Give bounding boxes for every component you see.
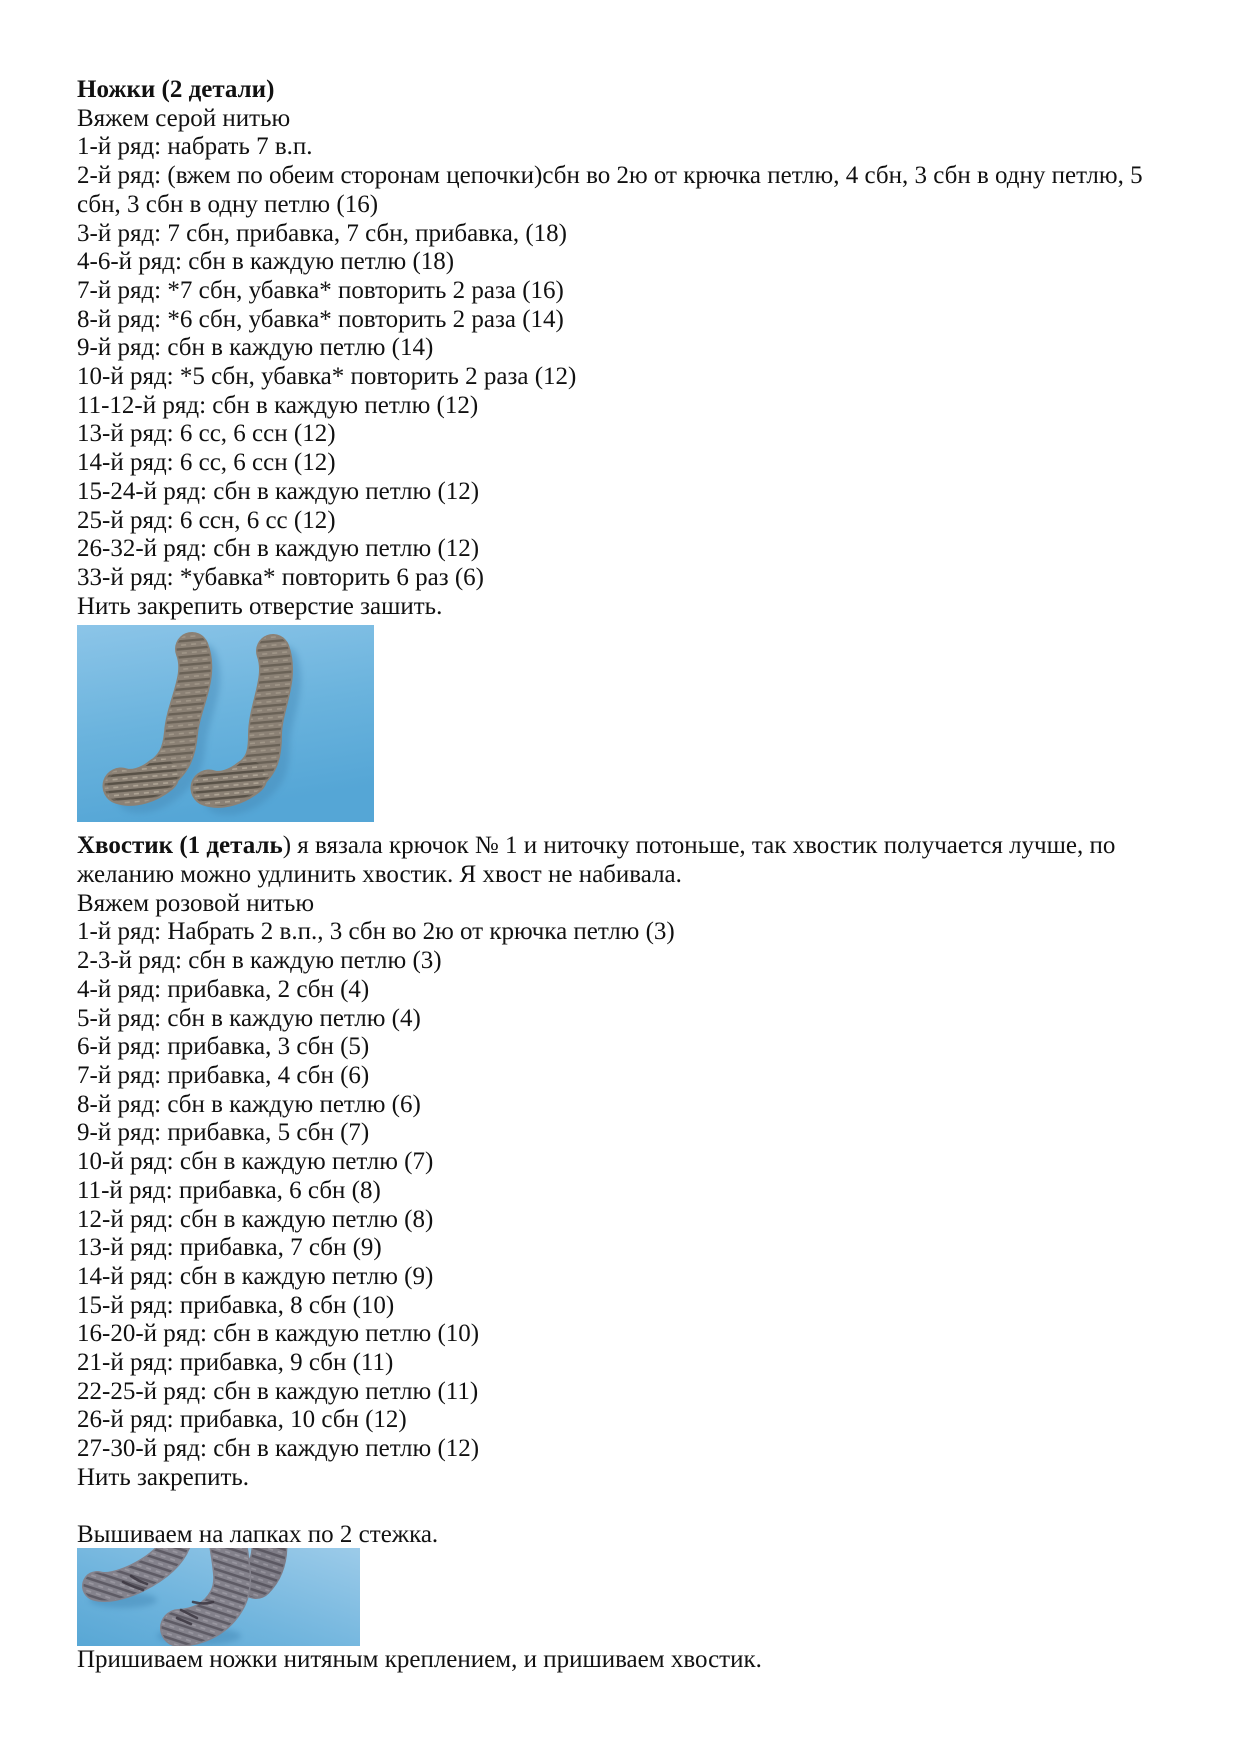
tail-heading-bold: Хвостик (1 деталь <box>77 832 283 860</box>
pattern-row: 10-й ряд: сбн в каждую петлю (7) <box>77 1148 434 1176</box>
pattern-row: 22-25-й ряд: сбн в каждую петлю (11) <box>77 1377 479 1405</box>
pattern-row: 4-й ряд: прибавка, 2 сбн (4) <box>77 975 370 1003</box>
pattern-row: 7-й ряд: *7 сбн, убавка* повторить 2 раза (16) <box>77 276 564 304</box>
pattern-row: Вяжем розовой нитью <box>77 889 315 917</box>
pattern-row: 10-й ряд: *5 сбн, убавка* повторить 2 раза (12) <box>77 363 577 391</box>
pattern-row: 9-й ряд: сбн в каждую петлю (14) <box>77 334 434 362</box>
leg-upper-shape <box>256 1548 269 1581</box>
pattern-row: Вяжем серой нитью <box>77 104 291 132</box>
legs-photo <box>77 625 374 822</box>
section-assembly <box>77 1493 1169 1675</box>
legs-photo-image <box>77 625 374 822</box>
document-page <box>77 0 1169 1675</box>
tail-intro-line <box>77 832 1169 861</box>
pattern-row: 7-й ряд: прибавка, 4 сбн (6) <box>77 1061 370 1089</box>
pattern-row: 14-й ряд: сбн в каждую петлю (9) <box>77 1262 434 1290</box>
pattern-row: 2-3-й ряд: сбн в каждую петлю (3) <box>77 947 442 975</box>
pattern-row: 13-й ряд: 6 сс, 6 ссн (12) <box>77 420 336 448</box>
pattern-row: 8-й ряд: сбн в каждую петлю (6) <box>77 1090 421 1118</box>
pattern-row: 9-й ряд: прибавка, 5 сбн (7) <box>77 1119 370 1147</box>
pattern-row: Нить закрепить. <box>77 1463 250 1491</box>
pattern-row: 5-й ряд: сбн в каждую петлю (4) <box>77 1004 421 1032</box>
pattern-row: 16-20-й ряд: сбн в каждую петлю (10) <box>77 1320 480 1348</box>
attach-note: Пришиваем ножки нитяным креплением, и пришиваем хвостик. <box>77 1645 762 1673</box>
pattern-row: сбн, 3 сбн в одну петлю (16) <box>77 190 379 218</box>
feet-photo-image <box>77 1548 360 1646</box>
tail-intro-line2: желанию можно удлинить хвостик. Я хвост не набивала. <box>77 861 682 889</box>
pattern-row: 2-й ряд: (вжем по обеим сторонам цепочки)сбн во 2ю от крючка петлю, 4 сбн, 3 сбн в одну петлю, 5 <box>77 162 1143 190</box>
pattern-row: 21-й ряд: прибавка, 9 сбн (11) <box>77 1349 394 1377</box>
pattern-row: 11-й ряд: прибавка, 6 сбн (8) <box>77 1176 381 1204</box>
pattern-row: 1-й ряд: Набрать 2 в.п., 3 сбн во 2ю от крючка петлю (3) <box>77 918 675 946</box>
pattern-row: 26-32-й ряд: сбн в каждую петлю (12) <box>77 535 480 563</box>
pattern-row: 15-й ряд: прибавка, 8 сбн (10) <box>77 1291 395 1319</box>
pattern-row: 11-12-й ряд: сбн в каждую петлю (12) <box>77 391 479 419</box>
pattern-row: 4-6-й ряд: сбн в каждую петлю (18) <box>77 248 455 276</box>
pattern-row: 12-й ряд: сбн в каждую петлю (8) <box>77 1205 434 1233</box>
pattern-row: 15-24-й ряд: сбн в каждую петлю (12) <box>77 477 480 505</box>
pattern-row: 14-й ряд: 6 сс, 6 ссн (12) <box>77 449 336 477</box>
section-legs <box>77 76 1169 822</box>
tail-intro-rest: ) я вязала крючок № 1 и ниточку потоньше, так хвостик получается лучше, по <box>282 832 1116 860</box>
pattern-row: 26-й ряд: прибавка, 10 сбн (12) <box>77 1406 407 1434</box>
feet-photo <box>77 1548 360 1646</box>
pattern-row: 8-й ряд: *6 сбн, убавка* повторить 2 раза (14) <box>77 305 564 333</box>
pattern-row: 1-й ряд: набрать 7 в.п. <box>77 133 313 161</box>
pattern-row: 33-й ряд: *убавка* повторить 6 раз (6) <box>77 563 485 591</box>
pattern-row: 3-й ряд: 7 сбн, прибавка, 7 сбн, прибавка, (18) <box>77 219 568 247</box>
embroider-note: Вышиваем на лапках по 2 стежка. <box>77 1521 439 1549</box>
blank-line <box>77 1493 1169 1522</box>
pattern-row: 13-й ряд: прибавка, 7 сбн (9) <box>77 1234 382 1262</box>
pattern-row: 6-й ряд: прибавка, 3 сбн (5) <box>77 1033 370 1061</box>
pattern-row: Нить закрепить отверстие зашить. <box>77 592 443 620</box>
pattern-row: 27-30-й ряд: сбн в каждую петлю (12) <box>77 1435 480 1463</box>
pattern-row: 25-й ряд: 6 ссн, 6 сс (12) <box>77 506 336 534</box>
section-tail <box>77 832 1169 1492</box>
legs-heading: Ножки (2 детали) <box>77 76 275 103</box>
